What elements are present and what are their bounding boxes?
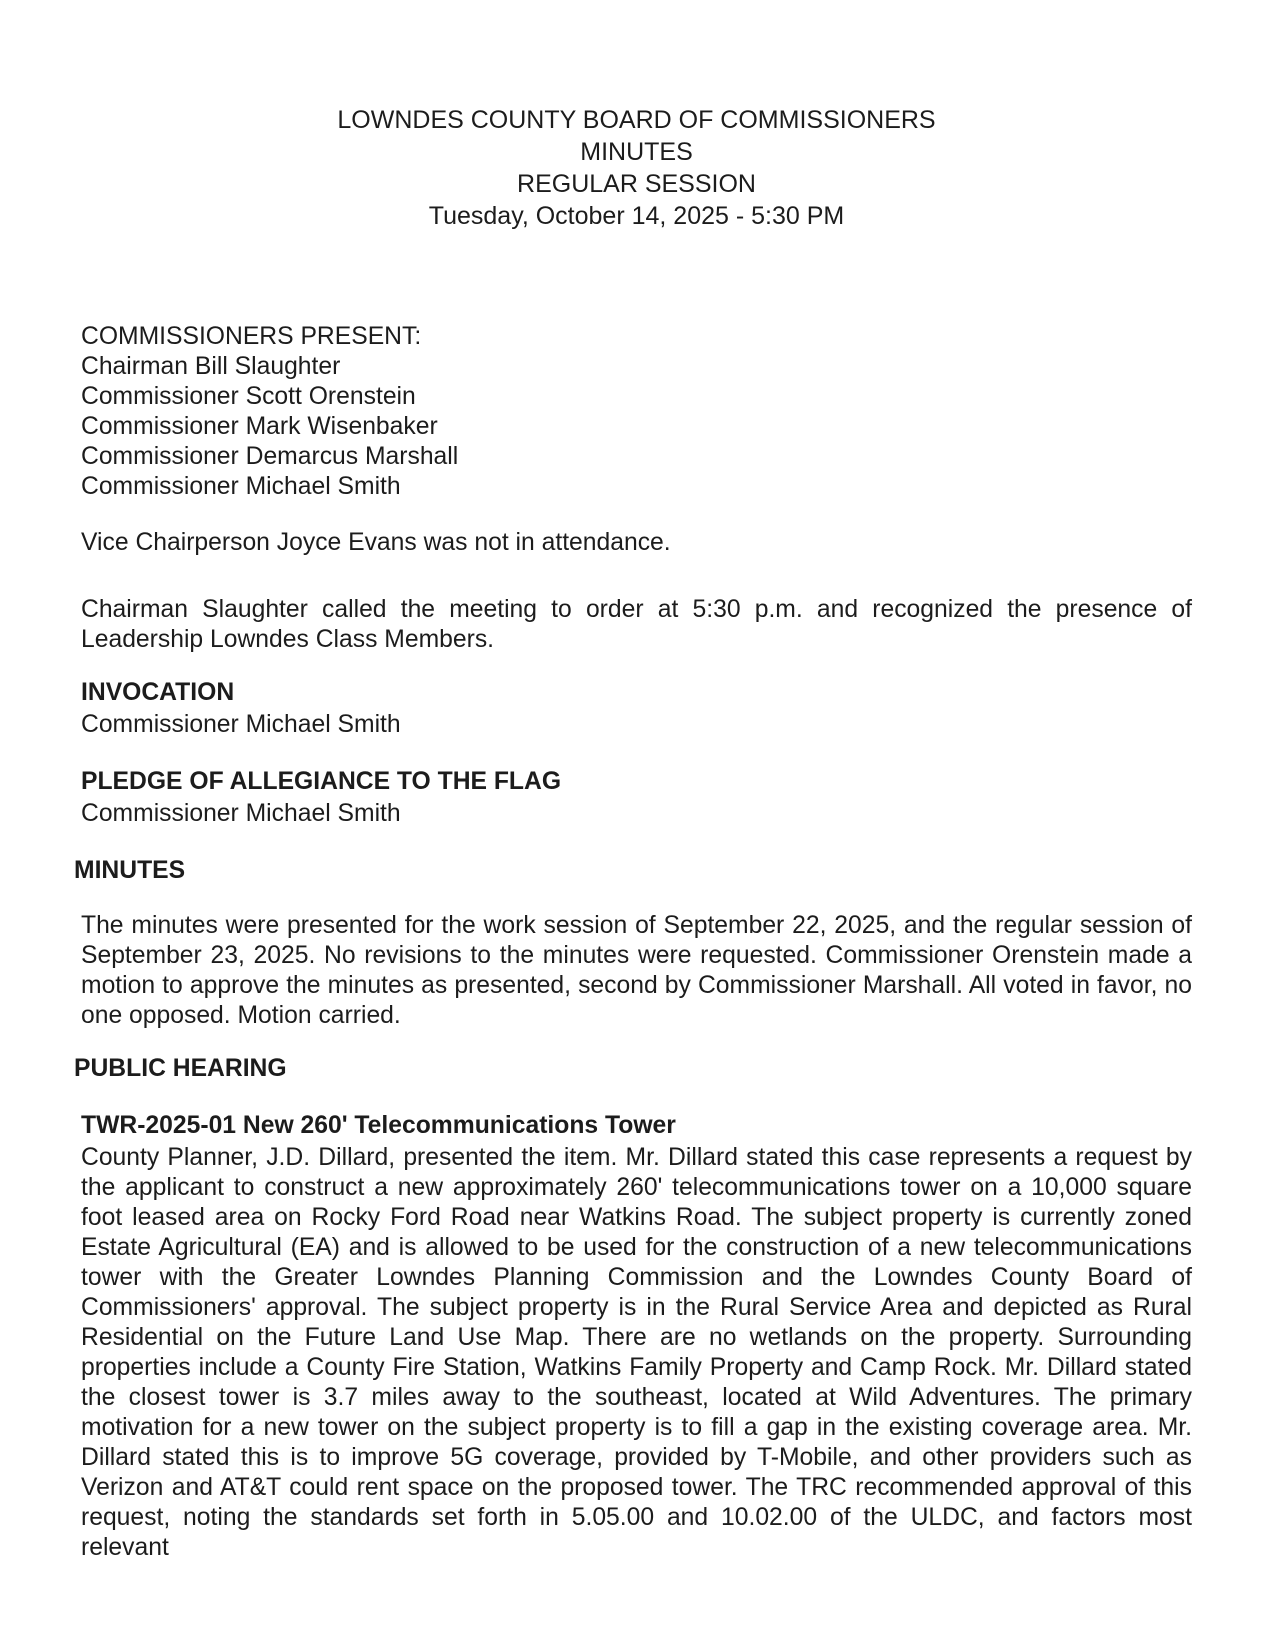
invocation-heading: INVOCATION xyxy=(81,679,235,706)
attendee-name: Commissioner Scott Orenstein xyxy=(81,383,416,410)
public-hearing-heading: PUBLIC HEARING xyxy=(74,1055,287,1082)
pledge-heading: PLEDGE OF ALLEGIANCE TO THE FLAG xyxy=(81,768,562,795)
hearing-item-title: TWR-2025-01 New 260' Telecommunications Tower xyxy=(81,1112,676,1139)
hearing-paragraph-line: Dillard stated this is to improve 5G coverage, provided by T-Mobile, and other providers such as xyxy=(81,1444,1192,1471)
attendee-name: Commissioner Demarcus Marshall xyxy=(81,443,459,470)
session-type: REGULAR SESSION xyxy=(517,170,756,198)
hearing-paragraph-line: Residential on the Future Land Use Map. There are no wetlands on the property. Surrounding xyxy=(81,1324,1192,1351)
document-header xyxy=(81,104,1192,232)
hearing-paragraph-line: tower with the Greater Lowndes Planning Commission and the Lowndes County Board of xyxy=(81,1264,1192,1291)
attendance-section xyxy=(81,322,1192,502)
minutes-paragraph xyxy=(81,911,1192,1031)
hearing-paragraph-line: Verizon and AT&T could rent space on the proposed tower. The TRC recommended approval of this xyxy=(81,1474,1192,1501)
minutes-paragraph-line: motion to approve the minutes as presented, second by Commissioner Marshall. All voted in favor, no xyxy=(81,972,1192,999)
hearing-paragraph-line: foot leased area on Rocky Ford Road near Watkins Road. The subject property is currently zoned xyxy=(81,1204,1192,1231)
hearing-paragraph-line: the closest tower is 3.7 miles away to the southeast, located at Wild Adventures. The primary xyxy=(81,1384,1192,1411)
minutes-paragraph-line: one opposed. Motion carried. xyxy=(81,1002,401,1029)
call-to-order-line: Chairman Slaughter called the meeting to order at 5:30 p.m. and recognized the presence of xyxy=(81,596,1192,623)
minutes-section-heading: MINUTES xyxy=(74,857,186,884)
call-to-order-line: Leadership Lowndes Class Members. xyxy=(81,626,495,653)
document-subtitle: MINUTES xyxy=(580,138,693,166)
attendance-heading: COMMISSIONERS PRESENT: xyxy=(81,323,422,350)
hearing-paragraph-line: Commissioners' approval. The subject property is in the Rural Service Area and depicted as Rural xyxy=(81,1294,1192,1321)
hearing-paragraph-line: motivation for a new tower on the subject property is to fill a gap in the existing coverage area. Mr. xyxy=(81,1414,1192,1441)
invocation-presenter: Commissioner Michael Smith xyxy=(81,711,401,738)
minutes-paragraph-line: The minutes were presented for the work session of September 22, 2025, and the regular session of xyxy=(81,912,1192,939)
minutes-paragraph-line: September 23, 2025. No revisions to the minutes were requested. Commissioner Orenstein made a xyxy=(81,942,1192,969)
attendee-name: Commissioner Michael Smith xyxy=(81,473,401,500)
absence-note: Vice Chairperson Joyce Evans was not in attendance. xyxy=(81,529,671,556)
hearing-item-paragraph xyxy=(81,1143,1192,1563)
attendee-name: Commissioner Mark Wisenbaker xyxy=(81,413,438,440)
hearing-paragraph-line: County Planner, J.D. Dillard, presented the item. Mr. Dillard stated this case represents a request by xyxy=(81,1144,1192,1171)
hearing-paragraph-line: the applicant to construct a new approximately 260' telecommunications tower on a 10,000 square xyxy=(81,1174,1192,1201)
session-datetime: Tuesday, October 14, 2025 - 5:30 PM xyxy=(428,202,845,230)
attendee-name: Chairman Bill Slaughter xyxy=(81,353,341,380)
hearing-paragraph-line: properties include a County Fire Station, Watkins Family Property and Camp Rock. Mr. Dillard stated xyxy=(81,1354,1192,1381)
document-title: LOWNDES COUNTY BOARD OF COMMISSIONERS xyxy=(337,106,936,134)
pledge-presenter: Commissioner Michael Smith xyxy=(81,800,401,827)
call-to-order-paragraph xyxy=(81,595,1192,655)
hearing-paragraph-line: request, noting the standards set forth in 5.05.00 and 10.02.00 of the ULDC, and factors most relevant xyxy=(81,1504,1192,1561)
hearing-paragraph-line: Estate Agricultural (EA) and is allowed to be used for the construction of a new telecommunications xyxy=(81,1234,1192,1261)
